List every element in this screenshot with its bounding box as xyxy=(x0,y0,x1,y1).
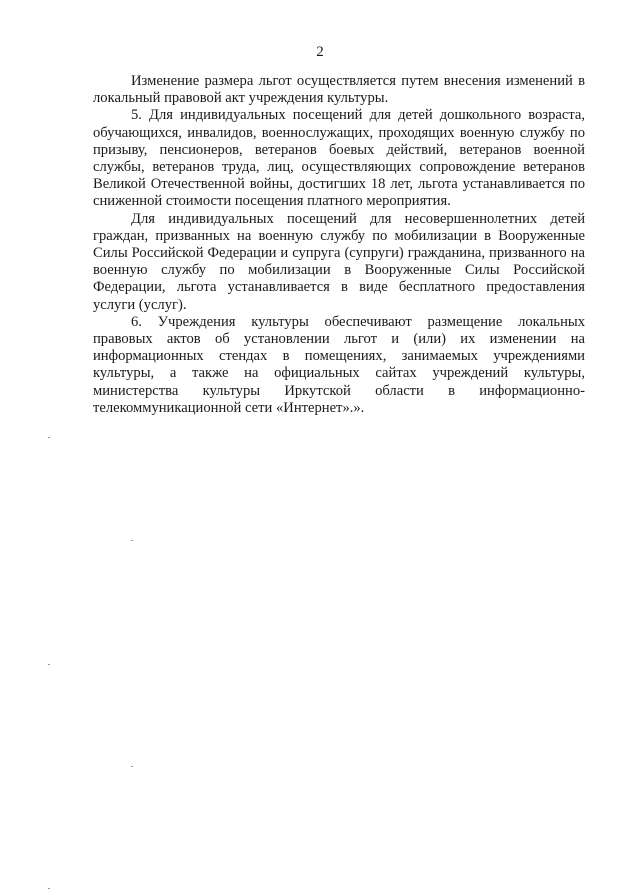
paragraph-item-6: 6. Учреждения культуры обеспечивают размещение локальных правовых актов об установлении льгот и (или) их изменении на информационных стендах в помещениях, занимаемых учреждениями культуры, а также на официальных сайтах учреждений культуры, министерства культуры Иркутской области в информационно-телекоммуникационной сети «Интернет».». xyxy=(93,313,585,416)
scan-speck xyxy=(48,888,50,889)
scan-speck xyxy=(48,664,50,665)
scan-speck xyxy=(48,437,50,438)
page-number: 2 xyxy=(316,44,324,60)
scan-speck xyxy=(131,766,133,767)
paragraph-benefit-change: Изменение размера льгот осуществляется путем внесения изменений в локальный правовой акт учреждения культуры. xyxy=(93,73,585,107)
scan-speck xyxy=(131,540,133,541)
paragraph-item-5: 5. Для индивидуальных посещений для детей дошкольного возраста, обучающихся, инвалидов, военнослужащих, проходящих военную службу по призыву, пенсионеров, ветеранов боевых действий, ветеранов военной службы, ветеранов труда, лиц, осуществляющих сопровождение ветеранов Великой Отечественной войны, достигших 18 лет, льгота устанавливается по сниженной стоимости посещения платного мероприятия. xyxy=(93,107,585,210)
document-body xyxy=(93,73,585,417)
paragraph-mobilized-families: Для индивидуальных посещений для несовершеннолетних детей граждан, призванных на военную службу по мобилизации в Вооруженные Силы Российской Федерации и супруга (супруги) гражданина, призванного на военную службу по мобилизации в Вооруженные Силы Российской Федерации, льгота устанавливается в виде бесплатного предоставления услуги (услуг). xyxy=(93,210,585,313)
